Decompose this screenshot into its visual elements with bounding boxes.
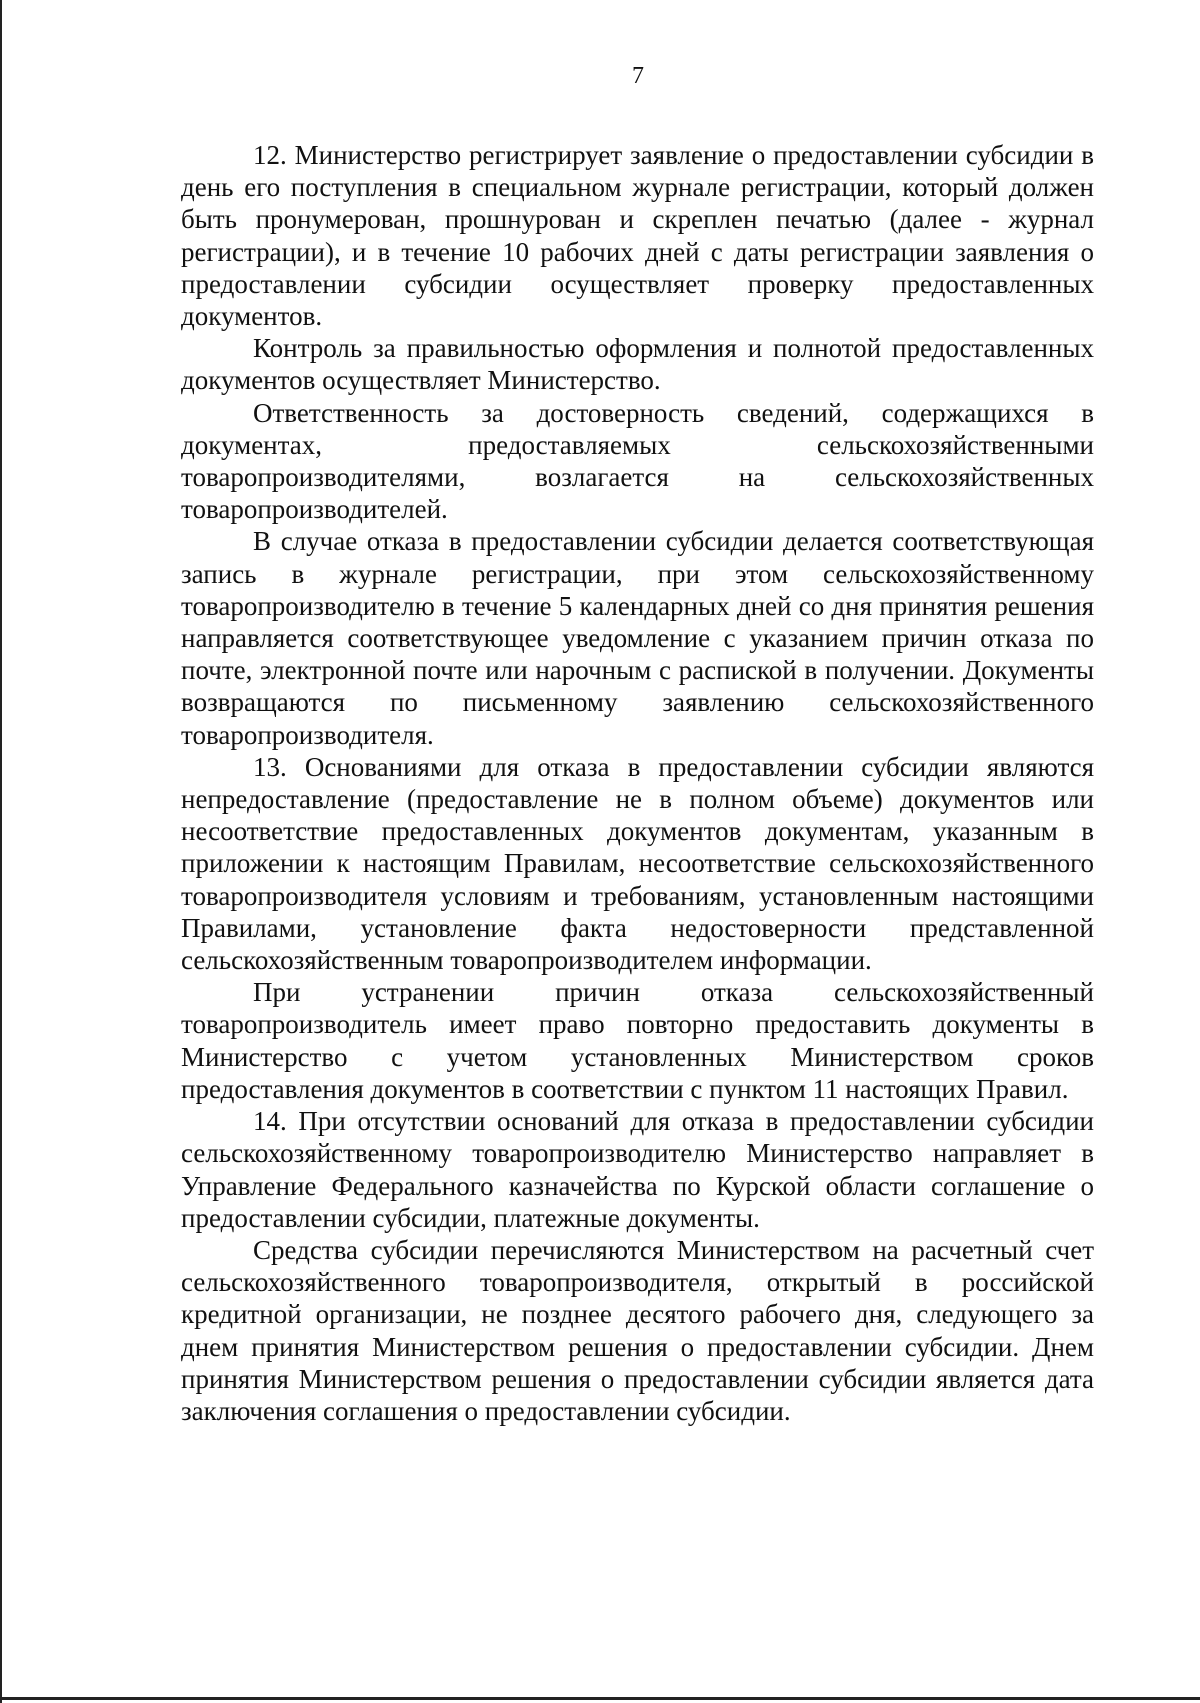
paragraph-responsibility: Ответственность за достоверность сведений, содержащихся в документах, предоставляемых сельскохозяйственными товаропроизводителями, возлагается на сельскохозяйственных товаропроизводителей.: [181, 397, 1094, 525]
scan-left-edge: [0, 0, 2, 1703]
paragraph-14: 14. При отсутствии оснований для отказа в предоставлении субсидии сельскохозяйственному товаропроизводителю Министерство направляет в Управление Федерального казначейства по Курской области соглашение о предоставлении субсидии, платежные документы.: [181, 1106, 1094, 1233]
paragraph-13: 13. Основаниями для отказа в предоставлении субсидии являются непредоставление (предоставление не в полном объеме) документов или несоответствие предоставленных документов документам, указанным в приложении к настоящим Правилам, несоответствие сельскохозяйственного товаропроизводителя условиям и требованиям, установленным настоящими Правилами, установление факта недостоверности представленной сельскохозяйственным товаропроизводителем информации.: [181, 751, 1094, 976]
paragraph-funds-transfer: Средства субсидии перечисляются Министерством на расчетный счет сельскохозяйственного товаропроизводителя, открытый в российской кредитной организации, не позднее десятого рабочего дня, следующего за днем принятия Министерством решения о предоставлении субсидии. Днем принятия Министерством решения о предоставлении субсидии является дата заключения соглашения о предоставлении субсидии.: [181, 1234, 1094, 1426]
page-number: 7: [632, 63, 644, 89]
paragraph-control: Контроль за правильностью оформления и полнотой предоставленных документов осуществляет Министерство.: [181, 333, 1094, 396]
paragraph-resubmission: При устранении причин отказа сельскохозяйственный товаропроизводитель имеет право повторно предоставить документы в Министерство с учетом установленных Министерством сроков предоставления документов в соответствии с пунктом 11 настоящих Правил.: [181, 977, 1094, 1104]
paragraph-12: 12. Министерство регистрирует заявление о предоставлении субсидии в день его поступления в специальном журнале регистрации, который должен быть пронумерован, прошнурован и скреплен печатью (далее - журнал регистрации), и в течение 10 рабочих дней с даты регистрации заявления о предоставлении субсидии осуществляет проверку предоставленных документов.: [181, 140, 1094, 332]
paragraph-refusal-case: В случае отказа в предоставлении субсидии делается соответствующая запись в журнале регистрации, при этом сельскохозяйственному товаропроизводителю в течение 5 календарных дней со дня принятия решения направляется соответствующее уведомление с указанием причин отказа по почте, электронной почте или нарочным с распиской в получении. Документы возвращаются по письменному заявлению сельскохозяйственного товаропроизводителя.: [181, 526, 1094, 750]
scan-bottom-edge: [0, 1697, 1200, 1700]
document-body: [181, 139, 1094, 1427]
